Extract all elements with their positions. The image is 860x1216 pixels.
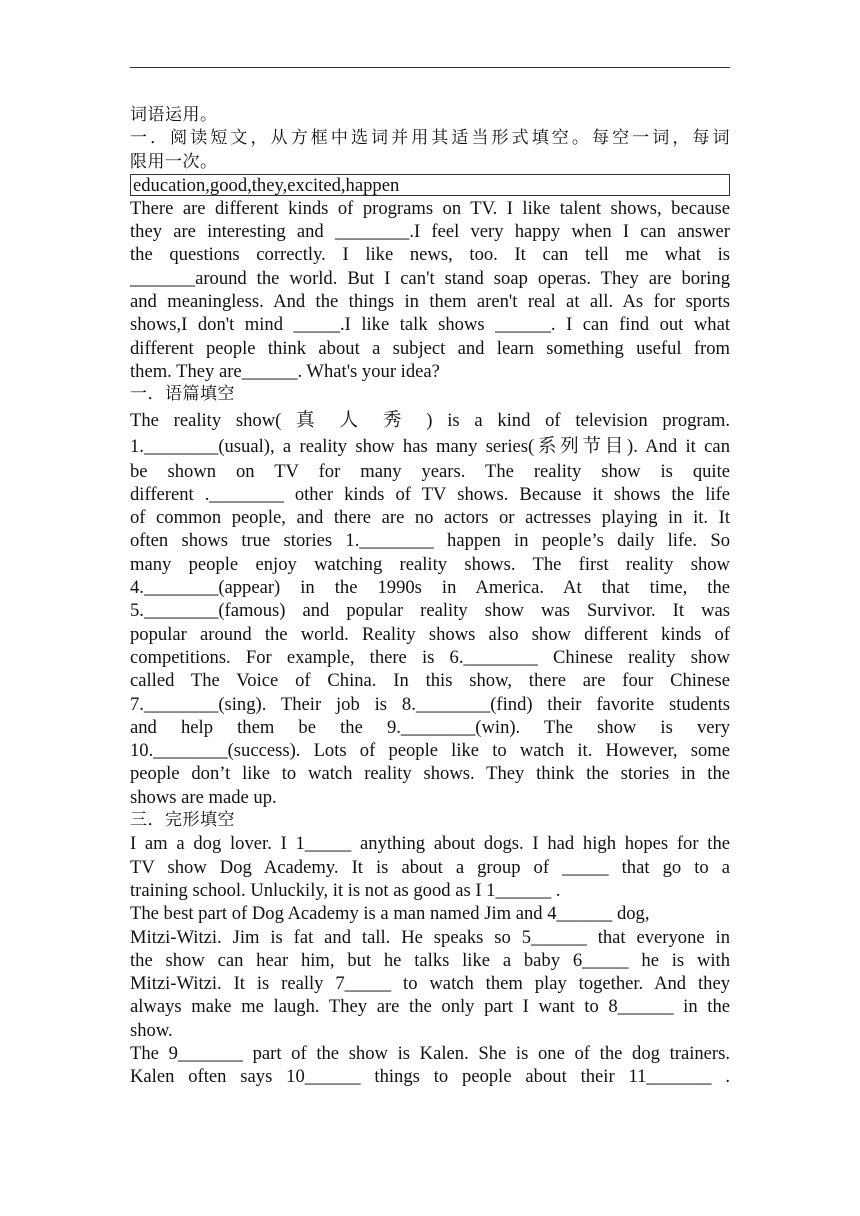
passage-line: 10.________(success). Lots of people like to watch it. However, some xyxy=(130,740,730,762)
passage-line: and meaningless. And the things in them aren't real at all. As for sports xyxy=(130,291,730,313)
passage-line: 7.________(sing). Their job is 8.________(find) their favorite students xyxy=(130,693,730,715)
passage-line: them. They are______. What's your idea? xyxy=(130,360,440,382)
passage-line: the questions correctly. I like news, too. It can tell me what is xyxy=(130,244,730,266)
passage-line: Mitzi-Witzi. It is really 7_____ to watch them play together. And they xyxy=(130,973,730,995)
passage-line: _______around the world. But I can't stand soap operas. They are boring xyxy=(130,267,730,289)
passage-line: often shows true stories 1.________ happen in people’s daily life. So xyxy=(130,530,730,552)
section3-passage xyxy=(130,832,730,1088)
passage-line: 1.________(usual), a reality show has many series(系列节目). And it can xyxy=(130,435,730,457)
passage-line: competitions. For example, there is 6.________ Chinese reality show xyxy=(130,646,730,668)
passage-line: different .________ other kinds of TV shows. Because it shows the life xyxy=(130,483,730,505)
section2-heading: 一．语篇填空 xyxy=(130,384,235,405)
header-rule xyxy=(130,67,730,68)
section1-heading-line: 限用一次。 xyxy=(130,151,218,172)
word-box: education,good,they,excited,happen xyxy=(130,174,730,196)
passage-line: The best part of Dog Academy is a man named Jim and 4______ dog, xyxy=(130,903,650,925)
passage-line: The 9_______ part of the show is Kalen. She is one of the dog trainers. xyxy=(130,1042,730,1064)
passage-line: show. xyxy=(130,1019,173,1041)
passage-line: many people enjoy watching reality shows. The first reality show xyxy=(130,553,730,575)
passage-line: shows,I don't mind _____.I like talk shows ______. I can find out what xyxy=(130,314,730,336)
passage-line: Kalen often says 10______ things to people about their 11_______ . xyxy=(130,1066,730,1088)
passage-line: the show can hear him, but he talks like a baby 6_____ he is with xyxy=(130,949,730,971)
passage-line: 4.________(appear) in the 1990s in America. At that time, the xyxy=(130,577,730,599)
passage-line: The reality show( 真 人 秀 ) is a kind of television program. xyxy=(130,409,730,431)
doc-title: 词语运用。 xyxy=(130,105,218,125)
passage-line: TV show Dog Academy. It is about a group of _____ that go to a xyxy=(130,856,730,878)
passage-line: and help them be the 9.________(win). The show is very xyxy=(130,716,730,738)
document-body xyxy=(130,104,730,1089)
section1-passage xyxy=(130,197,730,383)
passage-line: popular around the world. Reality shows also show different kinds of xyxy=(130,623,730,645)
passage-line: different people think about a subject and learn something useful from xyxy=(130,337,730,359)
passage-line: of common people, and there are no actors or actresses playing in it. It xyxy=(130,507,730,529)
section1-heading-line: 一．阅读短文，从方框中选词并用其适当形式填空。每空一词，每词 xyxy=(130,128,730,149)
passage-line: called The Voice of China. In this show, there are four Chinese xyxy=(130,670,730,692)
passage-line: be shown on TV for many years. The reality show is quite xyxy=(130,460,730,482)
passage-line: I am a dog lover. I 1_____ anything about dogs. I had high hopes for the xyxy=(130,833,730,855)
passage-line: people don’t like to watch reality shows. They think the stories in the xyxy=(130,763,730,785)
passage-line: There are different kinds of programs on TV. I like talent shows, because xyxy=(130,197,730,219)
passage-line: always make me laugh. They are the only part I want to 8______ in the xyxy=(130,996,730,1018)
passage-line: training school. Unluckily, it is not as good as I 1______ . xyxy=(130,879,561,901)
section3-heading: 三．完形填空 xyxy=(130,810,235,831)
passage-line: shows are made up. xyxy=(130,786,277,808)
section2-passage xyxy=(130,407,730,809)
passage-line: 5.________(famous) and popular reality show was Survivor. It was xyxy=(130,600,730,622)
passage-line: Mitzi-Witzi. Jim is fat and tall. He speaks so 5______ that everyone in xyxy=(130,926,730,948)
passage-line: they are interesting and ________.I feel very happy when I can answer xyxy=(130,221,730,243)
